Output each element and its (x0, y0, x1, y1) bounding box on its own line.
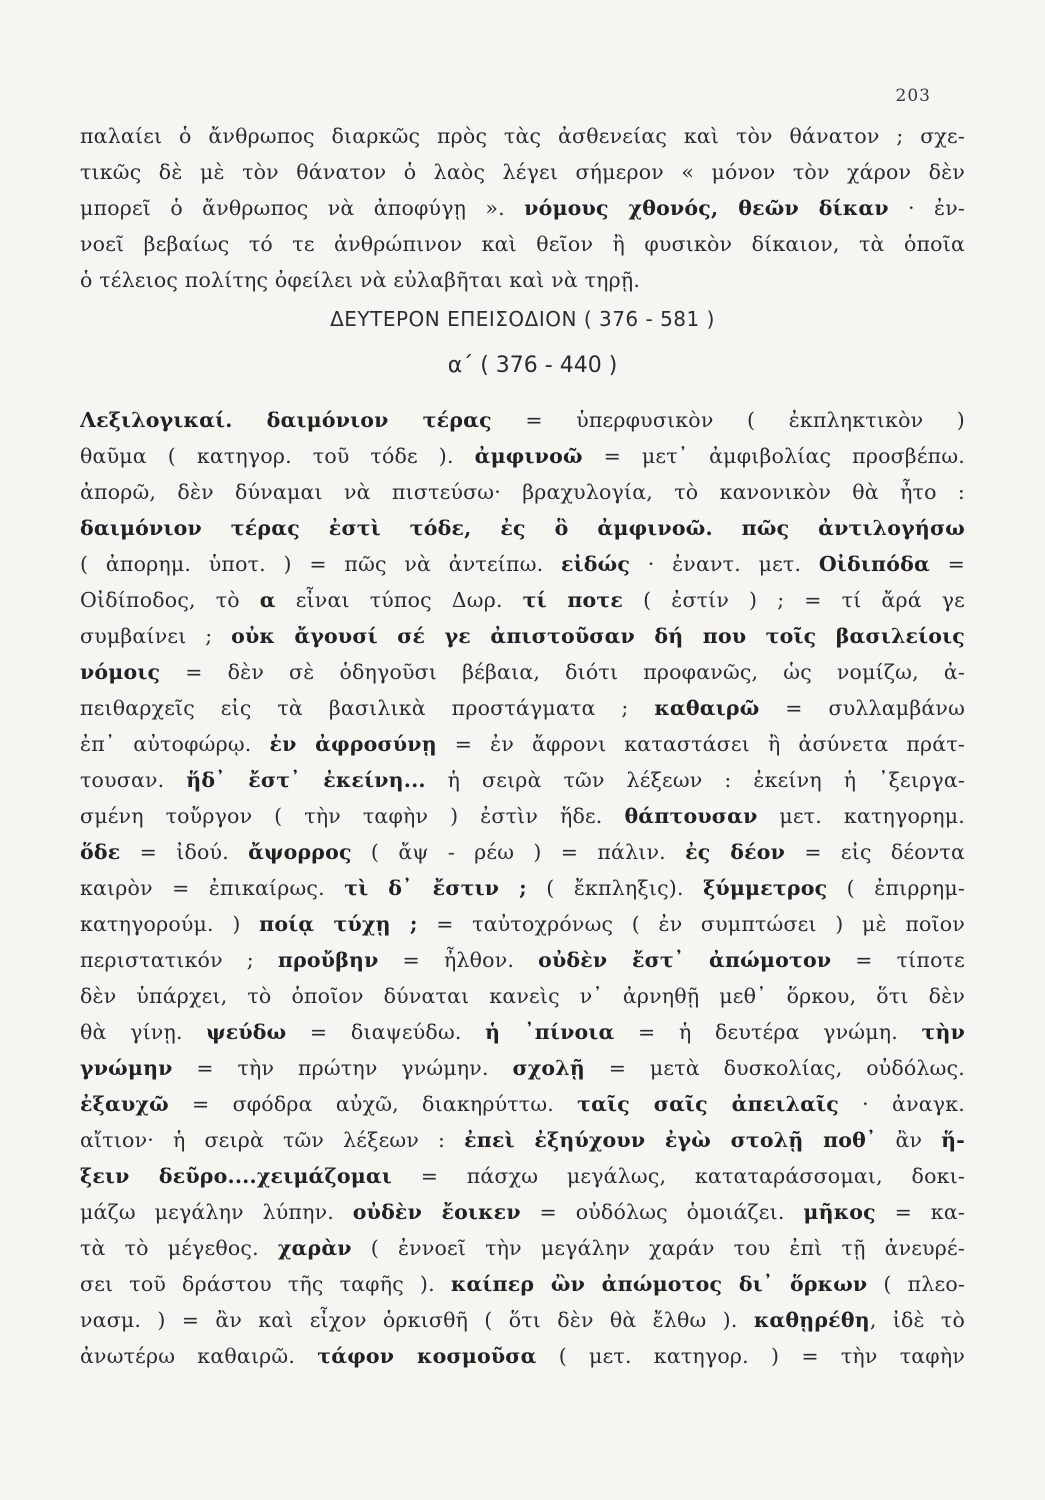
bold-term: ταῖς σαῖς ἀπειλαῖς (577, 1092, 839, 1116)
text-line (80, 1086, 965, 1122)
text-line (80, 1158, 965, 1194)
text-line (80, 474, 965, 510)
text-run: ( μετ. κατηγορ. ) = τὴν ταφὴν (536, 1344, 965, 1368)
bold-term: ἡ ᾽πίνοια (485, 1020, 615, 1044)
text-run: θαῦμα ( κατηγορ. τοῦ τόδε ). (80, 444, 475, 468)
bold-term: τὴν (921, 1020, 965, 1044)
intro-paragraph (80, 118, 965, 298)
text-line (80, 438, 965, 474)
text-body (80, 118, 965, 1374)
bold-term: καθῃρέθη (753, 1308, 870, 1332)
bold-term: ξειν δεῦρο....χειμάζομαι (80, 1164, 393, 1188)
text-run: = σφόδρα αὐχῶ, διακηρύττω. (168, 1092, 578, 1116)
text-run: = εἰς δέοντα (785, 840, 965, 864)
text-run: τὰ τὸ μέγεθος. (80, 1236, 278, 1260)
text-run: δὲν ὑπάρχει, τὸ ὁποῖον δύναται κανεὶς ν᾽ ἀρνηθῇ μεθ᾽ ὅρκου, ὅτι δὲν (80, 984, 965, 1008)
text-run: νοεῖ βεβαίως τό τε ἀνθρώπινον καὶ θεῖον ἢ φυσικὸν δίκαιον, τὰ ὁποῖα (80, 232, 965, 256)
text-run: = τίποτε (831, 948, 965, 972)
text-run: εἶναι τύπος Δωρ. (275, 588, 523, 612)
bold-term: μῆκος (803, 1200, 876, 1224)
bold-term: ὅδε (80, 840, 121, 864)
text-line (80, 1050, 965, 1086)
bold-term: οὐδὲν ἔστ᾽ ἀπώμοτον (538, 948, 832, 972)
bold-term: ἐπεὶ ἐξηύχουν ἐγὼ στολῇ ποθ᾽ (464, 1128, 877, 1152)
text-run: ὁ τέλειος πολίτης ὀφείλει νὰ εὐλαβῆται καὶ νὰ τηρῇ. (80, 268, 641, 292)
text-run: ( ἐστίν ) ; = τί ἄρά γε (623, 588, 965, 612)
subsection-heading: α΄ ( 376 - 440 ) (447, 353, 618, 378)
text-line (80, 978, 965, 1014)
text-run: μπορεῖ ὁ ἄνθρωπος νὰ ἀποφύγῃ ». (80, 196, 525, 220)
vocabulary-notes (80, 402, 965, 1374)
bold-term: καθαιρῶ (654, 696, 760, 720)
bold-term: Λεξιλογικαί. (80, 408, 267, 432)
text-run: = οὐδόλως ὁμοιάζει. (520, 1200, 804, 1224)
bold-term: ψεύδω (206, 1020, 287, 1044)
bold-term: εἰδώς (561, 552, 631, 576)
bold-term: α (259, 588, 276, 612)
bold-term: δαιμόνιον τέρας ἐστὶ τόδε, ἐς ὃ ἀμφινοῶ. πῶς ἀντιλογήσω (80, 516, 965, 540)
text-line (80, 226, 965, 262)
text-run: νασμ. ) = ἂν καὶ εἶχον ὁρκισθῆ ( ὅτι δὲν θὰ ἔλθω ). (80, 1308, 754, 1332)
text-run: μάζω μεγάλην λύπην. (80, 1200, 353, 1224)
text-run: = ἡ δευτέρα γνώμη. (614, 1020, 922, 1044)
bold-term: τάφον κοσμοῦσα (317, 1344, 537, 1368)
text-line (80, 1122, 965, 1158)
bold-term: Οἰδιπόδα (818, 552, 930, 576)
text-run: πειθαρχεῖς εἰς τὰ βασιλικὰ προστάγματα ; (80, 696, 655, 720)
text-run: Οἰδίποδος, τὸ (80, 588, 260, 612)
text-run: = συλλαμβάνω (759, 696, 965, 720)
text-line (80, 654, 965, 690)
bold-term: ἐς δέον (685, 840, 786, 864)
bold-term: νόμοις (80, 660, 161, 684)
text-line (80, 1266, 965, 1302)
text-line (80, 510, 965, 546)
text-line (80, 870, 965, 906)
text-run: = πάσχω μεγάλως, καταταράσσομαι, δοκι- (392, 1164, 965, 1188)
text-run: ( πλεο- (867, 1272, 965, 1296)
bold-term: οὐκ ἄγουσί σέ γε ἀπιστοῦσαν δή που τοῖς βασιλείοις (231, 624, 965, 648)
bold-term: ἥδ᾽ ἔστ᾽ ἐκείνη... (186, 768, 426, 792)
text-line (80, 690, 965, 726)
bold-term: ἄψορρος (248, 840, 352, 864)
text-line (80, 798, 965, 834)
text-line (80, 762, 965, 798)
text-run: τουσαν. (80, 768, 187, 792)
bold-term: θάπτουσαν (624, 804, 758, 828)
text-run: , ἰδὲ τὸ (869, 1308, 965, 1332)
text-run: · ἐν- (888, 196, 965, 220)
text-run: = ἐν ἄφρονι καταστάσει ἢ ἀσύνετα πράτ- (436, 732, 965, 756)
text-run: ( ἐννοεῖ τὴν μεγάλην χαράν του ἐπὶ τῇ ἀνευρέ- (351, 1236, 965, 1260)
bold-term: καίπερ ὢν ἀπώμοτος δι᾽ ὅρκων (450, 1272, 868, 1296)
text-line (80, 726, 965, 762)
text-run: παλαίει ὁ ἄνθρωπος διαρκῶς πρὸς τὰς ἀσθενείας καὶ τὸν θάνατον ; σχε- (80, 124, 965, 148)
bold-term: νόμους χθονός, θεῶν δίκαν (524, 196, 889, 220)
text-line (80, 190, 965, 226)
section-heading: ΔΕΥΤΕΡΟΝ ΕΠΕΙΣΟΔΙΟΝ ( 376 - 581 ) (330, 307, 715, 331)
text-run: = δὲν σὲ ὁδηγοῦσι βέβαια, διότι προφανῶς, ὡς νομίζω, ἀ- (160, 660, 965, 684)
text-line (80, 834, 965, 870)
bold-term: ποίᾳ τύχῃ ; (259, 912, 418, 936)
bold-term: ἐν ἀφροσύνῃ (269, 732, 437, 756)
bold-term: γνώμην (80, 1056, 173, 1080)
text-line (80, 618, 965, 654)
text-line (80, 582, 965, 618)
text-line (80, 154, 965, 190)
text-run: ( ἐπιρρημ- (827, 876, 965, 900)
bold-term: ξύμμετρος (703, 876, 828, 900)
text-line (80, 1014, 965, 1050)
bold-term: δαιμόνιον τέρας (266, 408, 492, 432)
text-run: · ἐναντ. μετ. (630, 552, 819, 576)
text-line (80, 402, 965, 438)
text-run: κατηγορούμ. ) (80, 912, 260, 936)
text-run: = ἦλθον. (378, 948, 539, 972)
bold-term: τὶ δ᾽ ἔστιν ; (344, 876, 527, 900)
bold-term: ἀμφινοῶ (474, 444, 583, 468)
text-run: = μετὰ δυσκολίας, οὐδόλως. (585, 1056, 965, 1080)
text-run: ( ἄψ - ρέω ) = πάλιν. (351, 840, 686, 864)
text-run: ( ἔκπληξις). (526, 876, 704, 900)
text-line (80, 1230, 965, 1266)
text-run: ἀπορῶ, δὲν δύναμαι νὰ πιστεύσω· βραχυλογία, τὸ κανονικὸν θὰ ἦτο : (80, 480, 965, 504)
text-line (80, 546, 965, 582)
bold-term: σχολῇ (512, 1056, 585, 1080)
text-line (80, 1302, 965, 1338)
text-run: ἂν (876, 1128, 942, 1152)
text-run: περιστατικόν ; (80, 948, 278, 972)
text-run: · ἀναγκ. (838, 1092, 965, 1116)
text-run: συμβαίνει ; (80, 624, 232, 648)
text-run: = κα- (875, 1200, 965, 1224)
text-run: = ταὐτοχρόνως ( ἐν συμπτώσει ) μὲ ποῖον (417, 912, 965, 936)
text-line (80, 118, 965, 154)
text-run: = (929, 552, 965, 576)
bold-term: ἥ- (941, 1128, 965, 1152)
text-run: καιρὸν = ἐπικαίρως. (80, 876, 345, 900)
text-run: θὰ γίνῃ. (80, 1020, 207, 1044)
text-line (80, 906, 965, 942)
text-run: = ἰδού. (120, 840, 249, 864)
bold-term: προὔβην (277, 948, 379, 972)
text-line (80, 262, 965, 298)
text-run: ( ἀπορημ. ὑποτ. ) = πῶς νὰ ἀντείπω. (80, 552, 561, 576)
bold-term: οὐδὲν ἔοικεν (352, 1200, 521, 1224)
page-number: 203 (895, 86, 931, 106)
text-run: ἡ σειρὰ τῶν λέξεων : ἐκείνη ἡ ᾽ξειργα- (425, 768, 965, 792)
text-run: ἐπ᾽ αὐτοφώρῳ. (80, 732, 270, 756)
text-run: τικῶς δὲ μὲ τὸν θάνατον ὁ λαὸς λέγει σήμερον « μόνον τὸν χάρον δὲν (80, 160, 965, 184)
text-line (80, 942, 965, 978)
text-run: ἀνωτέρω καθαιρῶ. (80, 1344, 318, 1368)
bold-term: χαρὰν (277, 1236, 352, 1260)
text-run: = ὑπερφυσικὸν ( ἐκπληκτικὸν ) (491, 408, 965, 432)
text-run: = διαψεύδω. (286, 1020, 486, 1044)
text-run: αἴτιον· ἡ σειρὰ τῶν λέξεων : (80, 1128, 465, 1152)
bold-term: ἐξαυχῶ (80, 1092, 169, 1116)
text-run: μετ. κατηγορημ. (757, 804, 965, 828)
text-run: = τὴν πρώτην γνώμην. (172, 1056, 513, 1080)
text-line (80, 1338, 965, 1374)
text-line (80, 1194, 965, 1230)
text-run: = μετ᾽ ἀμφιβολίας προσβέπω. (582, 444, 965, 468)
bold-term: τί ποτε (522, 588, 624, 612)
text-run: σμένη τοὔργον ( τὴν ταφὴν ) ἐστὶν ἥδε. (80, 804, 625, 828)
text-run: σει τοῦ δράστου τῆς ταφῆς ). (80, 1272, 451, 1296)
